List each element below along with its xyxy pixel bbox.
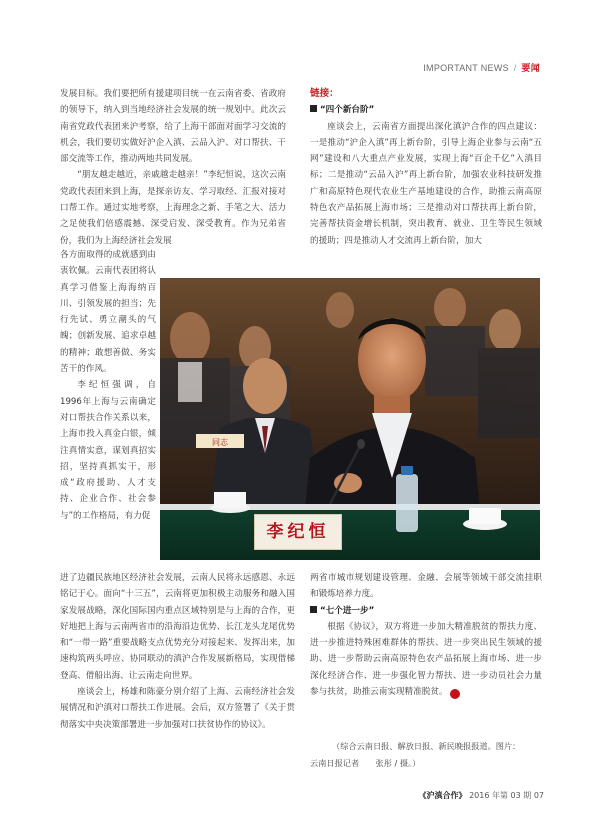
section-name-en: IMPORTANT NEWS xyxy=(423,63,509,73)
photo-source-credit xyxy=(310,738,542,772)
paragraph: 座谈会上，杨雄和陈豪分别介绍了上海、云南经济社会发展情况和沪滇对口帮扶工作进展。会后，双方签署了《关于贯彻落实中央决策部署进一步加强对口扶贫协作的协议》。 xyxy=(60,687,295,730)
paragraph: 座谈会上，云南省方面提出深化滇沪合作的四点建议：一是推动“沪企入滇”再上新台阶，引导上海企业参与云南“五网”建设和八大重点产业发展，实现上海“百企千亿”入滇目标；二是推动“云品入沪”再上新台阶，加强农业科技研发推广和高原特色现代农业生产基地建设的合作，助推云南高原特色农产品拓展上海市场；三是推动对口帮扶再上新台阶，完善帮扶资金增长机制，突出教育、就业、卫生等民生领域的援助；四是推动人才交流再上新台阶，加大 xyxy=(310,121,542,246)
section-separator: / xyxy=(513,63,517,73)
paragraph: “朋友越走越近，亲戚越走越亲！”李纪恒说，这次云南党政代表团来到上海，是探亲访友、学习取经、汇报对接对口帮工作。通过实地考察，上海理念之新、手笔之大、活力之足使我们倍感震撼、深受启发、深受教育。作为兄弟省份，我们为上海经济社会发展 xyxy=(60,170,286,246)
issue-info: 2016 年第 03 期 xyxy=(469,791,532,800)
paragraph: 李纪恒强调，自1996年上海与云南确定对口帮扶合作关系以来，上海市投入真金白银，倾注真情实意，谋划真招实招，坚持真抓实干，形成“政府援助、人才支持、企业合作、社会参与”的工作格局，有力促 xyxy=(60,380,156,521)
source-line-1: （综合云南日报、解放日报、新民晚报报道。图片： xyxy=(332,741,521,751)
paragraph: 根据《协议》，双方将进一步加大精准脱贫的帮扶力度、进一步推进特殊困难群体的帮扶、进一步突出民生领域的援助、进一步帮助云南高原特色农产品拓展上海市场、进一步深化经济合作、进一步强化智力帮扶、进一步动员社会力量参与扶贫，助推云南实现精准脱贫。 H xyxy=(310,621,542,698)
magazine-name: 《沪滇合作》 xyxy=(418,791,467,800)
speaker-nameplate: 李纪恒 xyxy=(254,514,342,550)
left-column-wrap xyxy=(60,247,156,524)
square-bullet-icon xyxy=(310,606,317,613)
subheading-four-steps: “四个新台阶” xyxy=(310,102,542,118)
paragraph: 进了边疆民族地区经济社会发展，云南人民将永远感恩、永远铭记于心。面向“十三五”，云南将更加积极主动服务和融入国家发展战略，深化国际国内重点区域特别是与上海的合作，更好地把上海与云南两省市的沿海沿边优势、长江龙头龙尾优势和“一带一路”重要战略支点优势充分对接起来、发挥出来，加速构筑两头呼应、协同联动的滇沪合作发展新格局，实现借梯登高、借船出海、让云南走向世界。 xyxy=(60,573,295,681)
end-mark-icon: H xyxy=(450,689,460,699)
paragraph: 发展目标。我们要把所有援建项目统一在云南省委、省政府的领导下，纳入到当地经济社会发展的统一规划中。此次云南省党政代表团来沪考察，给了上海干部面对面学习交流的机会，我们要切实做好沪企入滇、云品入沪、对口帮扶、干部交流等工作，推动两地共同发展。 xyxy=(60,89,286,165)
paragraph: 各方面取得的成就感到由衷钦佩。云南代表团将认真学习借鉴上海海纳百川、引领发展的担当；先行先试、勇立潮头的气魄；创新发展、追求卓越的精神；敢想善做、务实苦干的作风。 xyxy=(60,250,156,375)
page-number: 07 xyxy=(533,791,544,800)
left-column-top xyxy=(60,86,286,249)
meeting-photo xyxy=(160,278,540,560)
section-name-cn: 要闻 xyxy=(521,63,540,73)
left-column-bottom xyxy=(60,570,295,733)
source-line-2: 云南日报记者 张彤 / 摄。） xyxy=(310,758,421,768)
right-column-top xyxy=(310,86,542,249)
page-footer xyxy=(419,790,544,801)
background-nameplate: 同志 xyxy=(212,438,228,447)
square-bullet-icon xyxy=(310,105,317,112)
subheading-seven-further: “七个进一步” xyxy=(310,603,542,619)
paragraph: 两省市城市规划建设管理、金融、会展等领域干部交流挂职和锻炼培养力度。 xyxy=(310,573,542,600)
right-column-bottom xyxy=(310,570,542,700)
link-title: 链接： xyxy=(310,88,339,99)
section-header xyxy=(423,61,540,74)
